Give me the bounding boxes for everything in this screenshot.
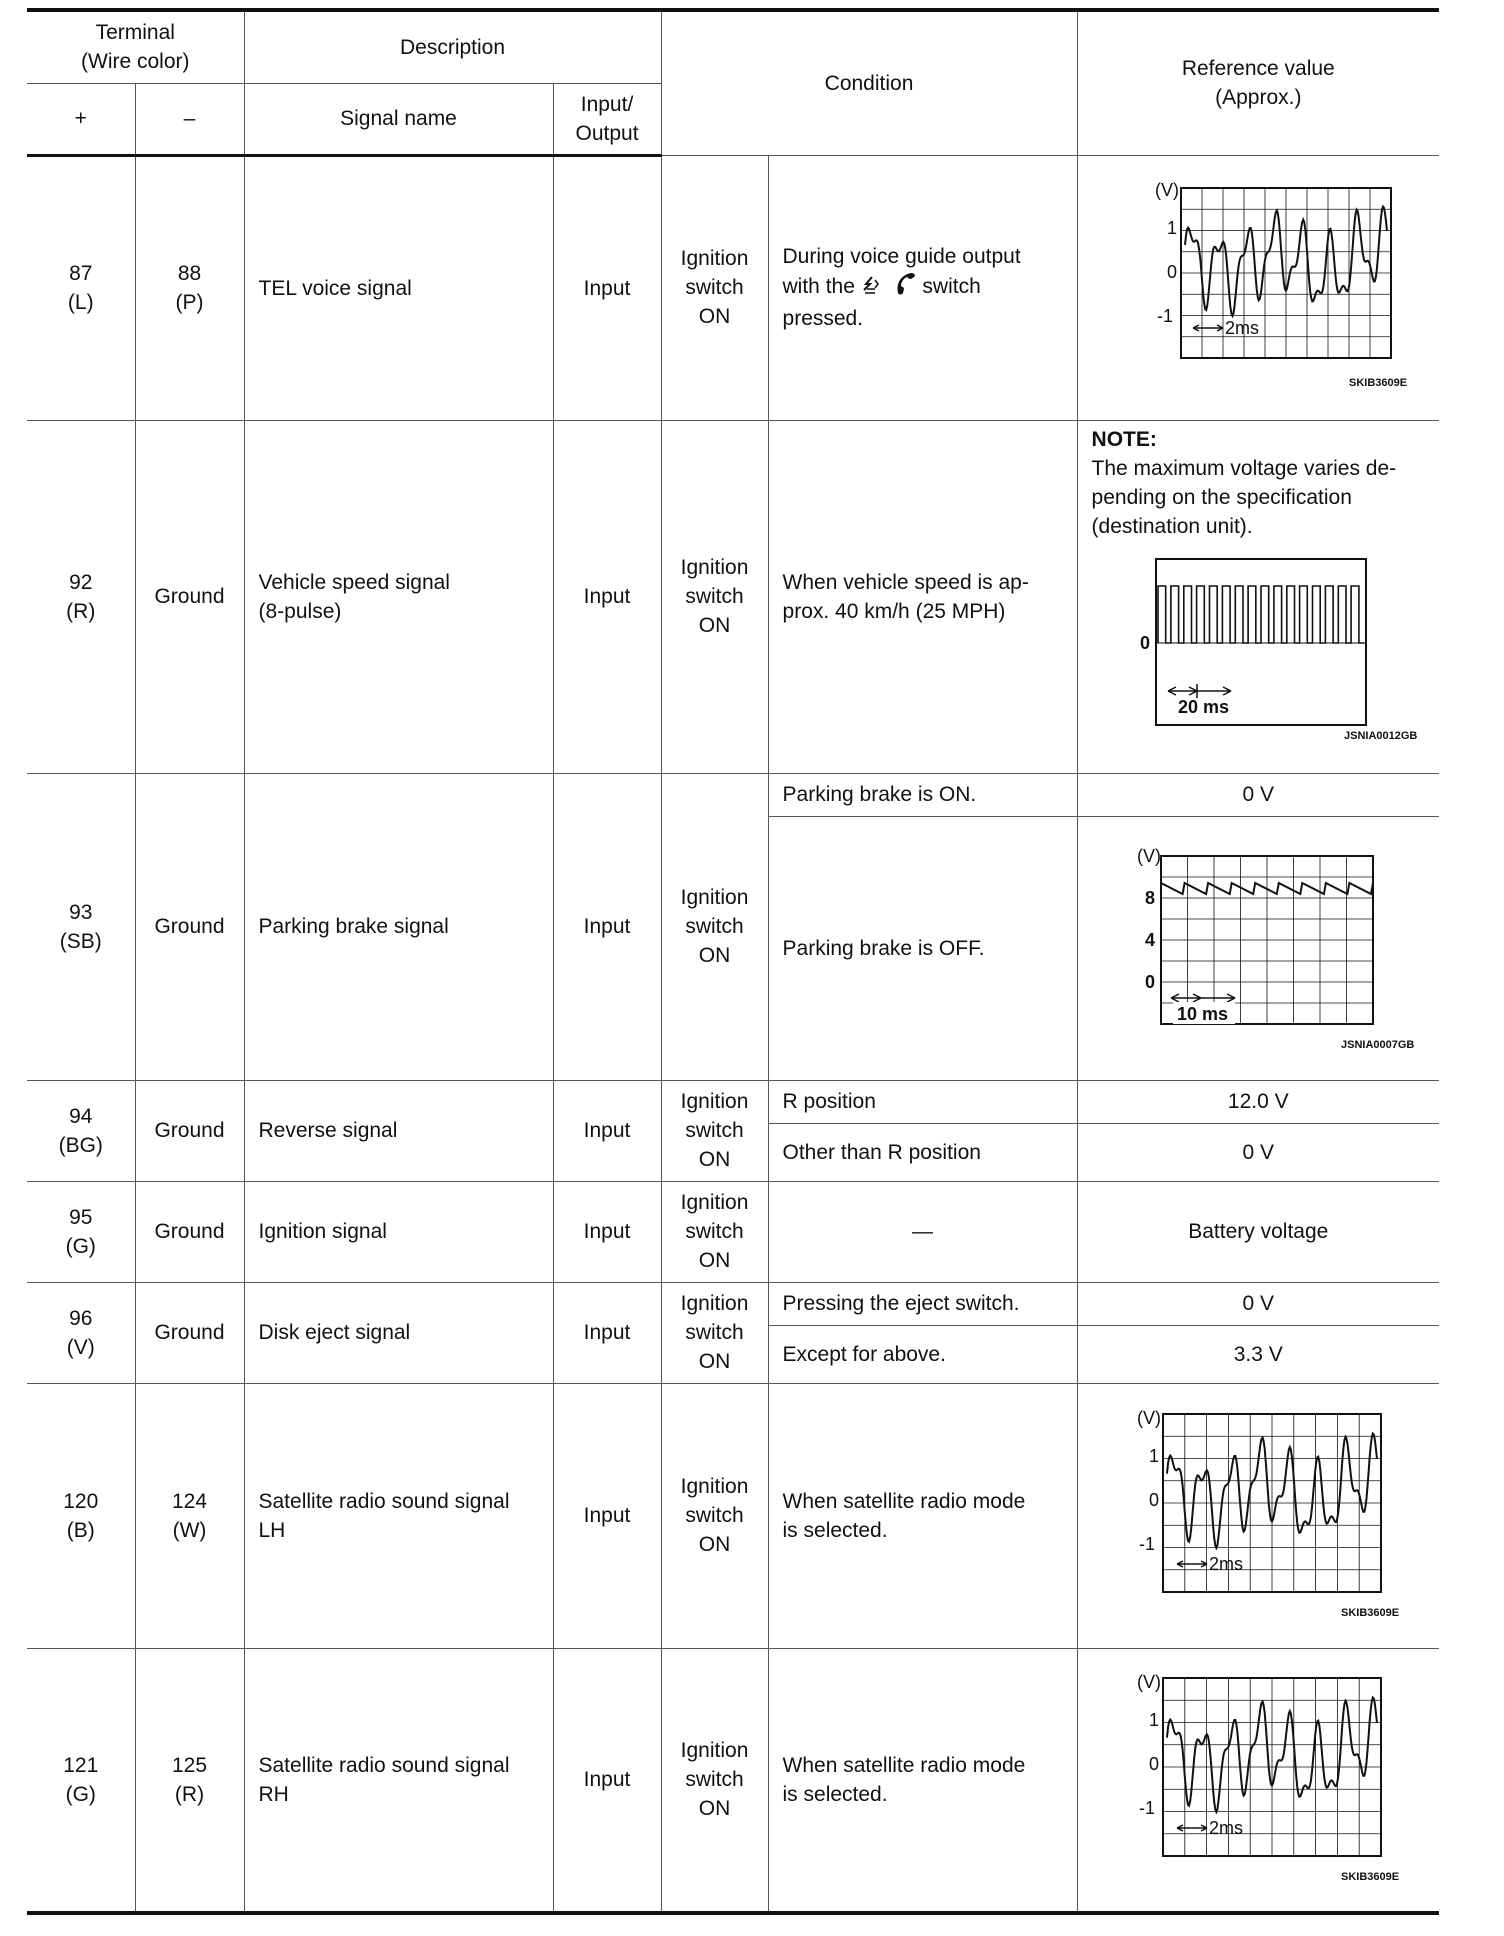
waveform-tel-voice [1093, 168, 1423, 408]
svg-text:8: 8 [1145, 888, 1156, 908]
io-type: Input [553, 1383, 661, 1648]
header-reference-value: Reference value (Approx.) [1077, 10, 1439, 155]
header-condition: Condition [661, 10, 1077, 155]
io-type: Input [553, 1282, 661, 1383]
table-row: 96 (V) Ground Disk eject signal Input Ignition switch ON Pressing the eject switch. 0 V [27, 1282, 1439, 1325]
svg-text:(V): (V) [1137, 1671, 1162, 1692]
terminal-reference-table: Terminal (Wire color) Description Condition Reference value (Approx.) + – Signal name Input/ Output 87 (L) 88 (P) TEL voice signal Input Ignition switch ON During voice guide output with the switch pressed. (V) 1 0 -1 2ms SKIB3609E 92 (R) Ground Vehicle speed signal (8-pulse) Input Ignition switch ON When vehicle speed is ap- prox. 40 km/h (25 MPH) NOTE: The maximum voltage varies de- pending on the specification (destination unit). 0 20 ms JSNIA0012GB 93 (SB) Ground Parking brake signal Input Ignition switch ON Parking brake is ON. 0 V Parking brake is OFF. (V) 8 4 0 10 ms JSNIA0007GB 94 (BG) Ground Reverse signal Input Ignition switch ON R position 12.0 V Other than R position 0 V 95 (G) Ground Ignition signal Input Ignition switch ON — Battery voltage 96 (V) Ground Disk eject signal Input Ignition switch ON Pressing the eject switch. 0 V Except for above. 3.3 V 120 (B) 124 (W) Satellite radio sound signal LH Input Ignition switch ON When satellite radio mode is selected. (V) 1 0 -1 2ms SKIB3609E 121 (G) 125 (R) Satellite radio sound signal RH Input Ignition switch ON When satellite radio mode is selected. (V) 1 0 -1 2ms SKIB3609E [27, 8, 1439, 1915]
io-type: Input [553, 155, 661, 420]
table-row: 92 (R) Ground Vehicle speed signal (8-pulse) Input Ignition switch ON When vehicle speed is ap- prox. 40 km/h (25 MPH) NOTE: The maximum voltage varies de- pending on the specification (destination unit). 0 20 ms JSNIA0012GB [27, 420, 1439, 773]
signal-name: Reverse signal [244, 1080, 553, 1181]
svg-text:-1: -1 [1157, 305, 1174, 326]
io-type: Input [553, 1080, 661, 1181]
waveform-sat-radio-lh [1093, 1396, 1423, 1636]
waveform-parking-brake [1093, 838, 1423, 1058]
table-row: 94 (BG) Ground Reverse signal Input Ignition switch ON R position 12.0 V [27, 1080, 1439, 1123]
table-row: 93 (SB) Ground Parking brake signal Input Ignition switch ON Parking brake is ON. 0 V [27, 773, 1439, 816]
svg-text:(V): (V) [1155, 179, 1180, 200]
svg-text:1: 1 [1149, 1445, 1160, 1466]
svg-text:(V): (V) [1137, 1407, 1162, 1428]
svg-text:0: 0 [1140, 632, 1151, 653]
svg-text:20 ms: 20 ms [1178, 696, 1230, 717]
signal-name: Parking brake signal [244, 773, 553, 1080]
svg-text:2ms: 2ms [1209, 1553, 1244, 1574]
header-input-output: Input/ Output [553, 83, 661, 155]
io-type: Input [553, 1181, 661, 1282]
io-type: Input [553, 773, 661, 1080]
svg-text:10 ms: 10 ms [1177, 1004, 1229, 1024]
waveform-sat-radio-rh [1093, 1660, 1423, 1900]
svg-text:SKIB3609E: SKIB3609E [1341, 1870, 1400, 1883]
svg-text:0: 0 [1167, 261, 1178, 282]
header-minus: – [135, 83, 244, 155]
header-plus: + [27, 83, 135, 155]
svg-text:1: 1 [1149, 1709, 1160, 1730]
voice-recognition-icon [861, 272, 887, 303]
svg-text:2ms: 2ms [1209, 1817, 1244, 1838]
svg-text:(V): (V) [1137, 846, 1162, 866]
svg-text:-1: -1 [1139, 1533, 1156, 1554]
signal-name: Disk eject signal [244, 1282, 553, 1383]
table-row: 87 (L) 88 (P) TEL voice signal Input Ignition switch ON During voice guide output with the switch pressed. (V) 1 0 -1 2ms SKIB3609E [27, 155, 1439, 420]
svg-text:0: 0 [1149, 1489, 1160, 1510]
header-description: Description [244, 10, 661, 83]
phone-icon [893, 271, 917, 304]
svg-text:SKIB3609E: SKIB3609E [1341, 1606, 1400, 1619]
table-row: 120 (B) 124 (W) Satellite radio sound signal LH Input Ignition switch ON When satellite radio mode is selected. (V) 1 0 -1 2ms SKIB3609E [27, 1383, 1439, 1648]
io-type: Input [553, 420, 661, 773]
svg-text:0: 0 [1145, 972, 1156, 992]
svg-text:4: 4 [1145, 930, 1156, 950]
svg-text:JSNIA0007GB: JSNIA0007GB [1341, 1039, 1415, 1051]
svg-text:0: 0 [1149, 1753, 1160, 1774]
table-row: 95 (G) Ground Ignition signal Input Ignition switch ON — Battery voltage [27, 1181, 1439, 1282]
signal-name: Satellite radio sound signal LH [244, 1383, 553, 1648]
svg-text:SKIB3609E: SKIB3609E [1349, 376, 1408, 389]
svg-text:-1: -1 [1139, 1797, 1156, 1818]
svg-text:1: 1 [1167, 217, 1178, 238]
signal-name: Satellite radio sound signal RH [244, 1648, 553, 1913]
io-type: Input [553, 1648, 661, 1913]
signal-name: Ignition signal [244, 1181, 553, 1282]
header-signal-name: Signal name [244, 83, 553, 155]
waveform-vehicle-speed [1096, 541, 1426, 751]
table-row: 121 (G) 125 (R) Satellite radio sound signal RH Input Ignition switch ON When satellite radio mode is selected. (V) 1 0 -1 2ms SKIB3609E [27, 1648, 1439, 1913]
signal-name: Vehicle speed signal (8-pulse) [244, 420, 553, 773]
svg-text:JSNIA0012GB: JSNIA0012GB [1344, 729, 1418, 742]
signal-name: TEL voice signal [244, 155, 553, 420]
svg-text:2ms: 2ms [1225, 317, 1260, 338]
header-terminal: Terminal (Wire color) [27, 10, 244, 83]
